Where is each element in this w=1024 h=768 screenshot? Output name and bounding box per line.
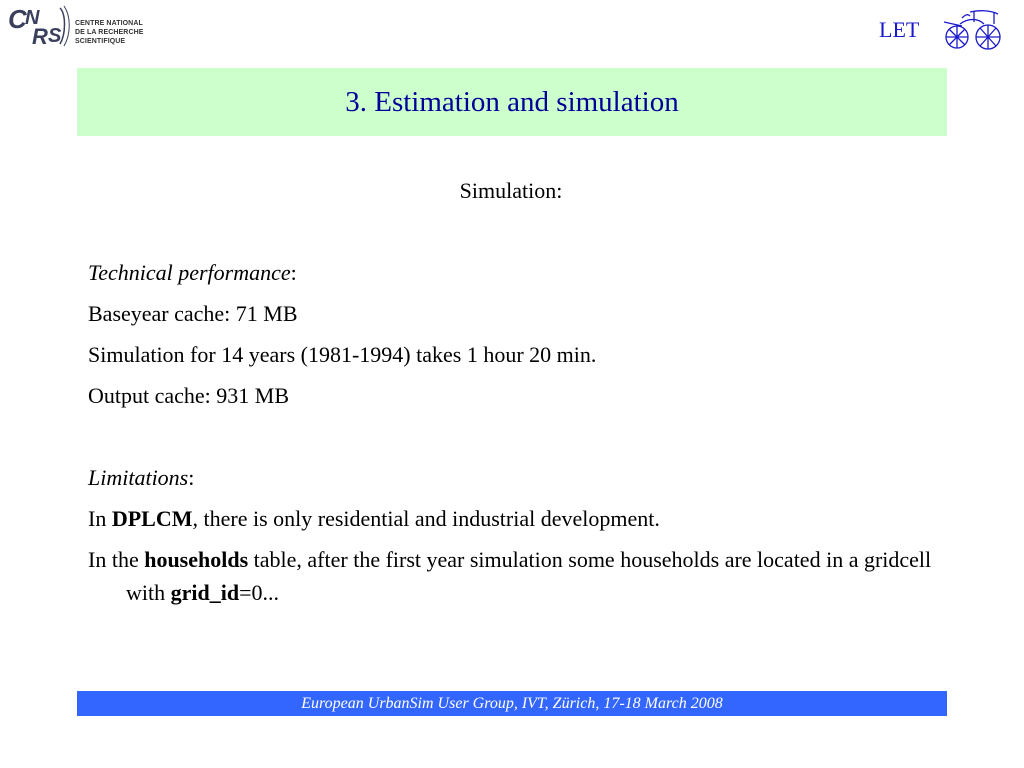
- svg-text:C: C: [8, 4, 27, 34]
- households-middle: table, after the first year simulation some households are located in a gridcell with: [126, 547, 932, 605]
- cnrs-logo-text: [75, 19, 144, 46]
- technical-heading-line: [88, 252, 938, 293]
- households-suffix: =0...: [239, 580, 280, 605]
- cnrs-line-3: SCIENTIFIQUE: [75, 38, 126, 45]
- baseyear-cache-line: Baseyear cache: 71 MB: [88, 301, 298, 326]
- output-cache-line: Output cache: 931 MB: [88, 383, 290, 408]
- slide-body: [88, 170, 938, 609]
- limitations-heading: Limitations: [88, 465, 189, 490]
- dplcm-prefix: In: [88, 506, 112, 531]
- technical-heading: Technical performance: [88, 260, 291, 285]
- dplcm-term: DPLCM: [111, 506, 193, 531]
- cnrs-logo: [8, 4, 148, 48]
- cnrs-line-1: CENTRE NATIONAL: [75, 20, 143, 27]
- svg-text:R: R: [32, 24, 48, 48]
- footer-text: European UrbanSim User Group, IVT, Zürich, 17-18 March 2008: [301, 694, 723, 712]
- simulation-duration-line: Simulation for 14 years (1981-1994) takes 1 hour 20 min.: [88, 342, 597, 367]
- dplcm-limitation-line: [88, 498, 938, 539]
- limitations-heading-colon: :: [188, 465, 195, 490]
- slide-title: 3. Estimation and simulation: [345, 86, 679, 118]
- dplcm-suffix: , there is only residential and industrial development.: [192, 506, 660, 531]
- title-bar: [77, 68, 947, 136]
- cnrs-emblem-icon: [8, 4, 72, 48]
- households-term: households: [144, 547, 249, 572]
- svg-text:S: S: [48, 25, 62, 47]
- carriage-icon: [940, 8, 1004, 50]
- limitations-heading-line: [88, 457, 938, 498]
- spacer: [88, 416, 938, 457]
- grid-id-term: grid_id: [170, 580, 240, 605]
- technical-heading-colon: :: [290, 260, 297, 285]
- subtitle: Simulation:: [459, 178, 563, 203]
- svg-text:N: N: [25, 7, 40, 29]
- households-limitation-line: [88, 543, 938, 609]
- let-label: LET: [879, 17, 920, 42]
- cnrs-line-2: DE LA RECHERCHE: [75, 29, 144, 36]
- footer-bar: [77, 691, 947, 716]
- spacer: [88, 211, 938, 252]
- households-prefix: In the: [88, 547, 145, 572]
